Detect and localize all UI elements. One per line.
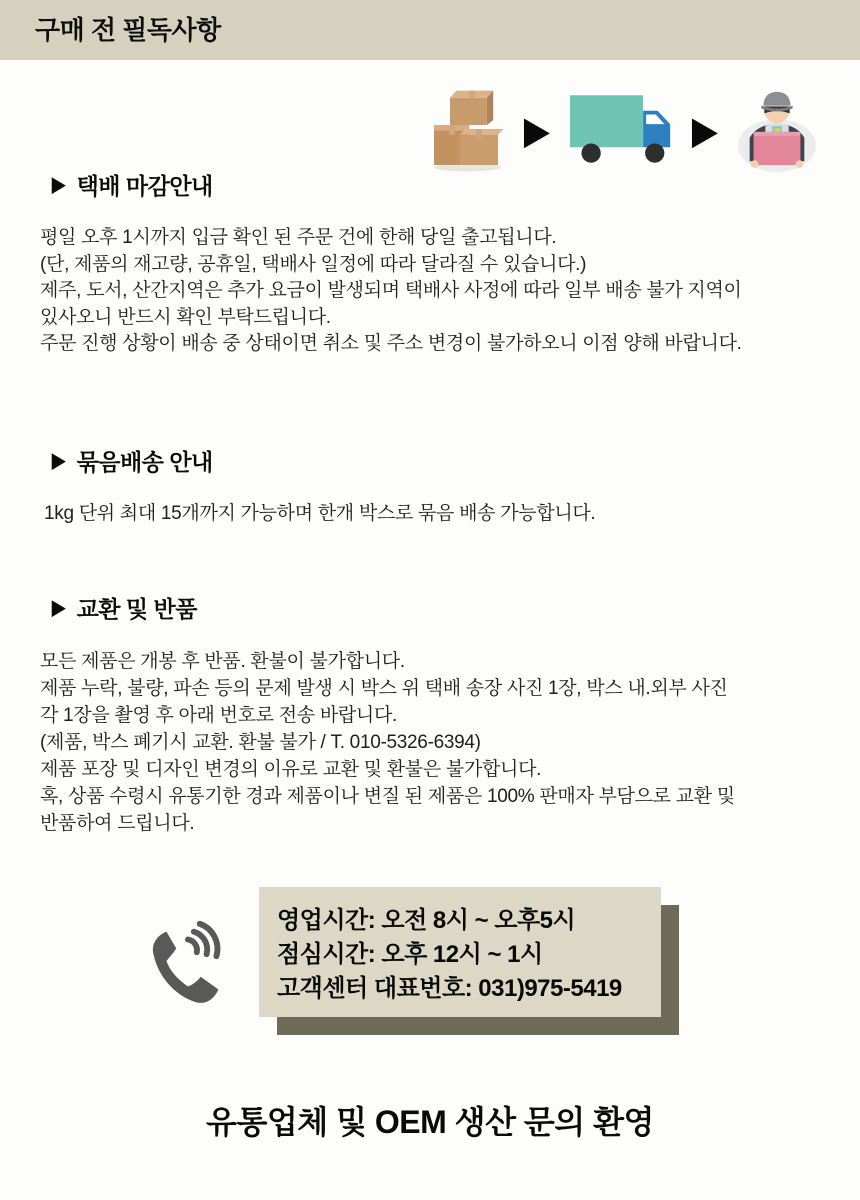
triangle-bullet-icon: ▶ — [52, 172, 65, 196]
arrow-right-icon: ▶ — [523, 109, 551, 153]
text-line: 있사오니 반드시 확인 부탁드립니다. — [40, 306, 331, 328]
text-line: (제품, 박스 폐기시 교환. 환불 불가 / T. 010-5326-6394) — [40, 732, 481, 753]
triangle-bullet-icon: ▶ — [52, 595, 65, 619]
section-heading-bundle — [52, 444, 860, 477]
text-line: 주문 진행 상황이 배송 중 상태이면 취소 및 주소 변경이 불가하오니 이점 양해 바랍니다. — [40, 333, 742, 355]
contact-info-box — [259, 887, 661, 1017]
section-title-text: 묶음배송 안내 — [76, 449, 213, 475]
footer-title: 유통업체 및 OEM 생산 문의 환영 — [206, 1104, 654, 1140]
section-body-bundle — [44, 501, 832, 528]
shipping-process-icons — [426, 86, 818, 176]
text-line: 1kg 단위 최대 15개까지 가능하며 한개 박스로 묶음 배송 가능합니다. — [44, 503, 596, 524]
section-title-text: 택배 마감안내 — [76, 173, 213, 199]
text-line: 혹, 상품 수령시 유통기한 경과 제품이나 변질 된 제품은 100% 판매자 부담으로 교환 및 — [40, 786, 735, 807]
lunch-hours: 점심시간: 오후 12시 ~ 1시 — [277, 941, 543, 968]
section-exchange-returns — [0, 591, 860, 837]
arrow-right-icon: ▶ — [691, 109, 719, 153]
customer-center-number: 고객센터 대표번호: 031)975-5419 — [277, 975, 622, 1002]
text-line: 각 1장을 촬영 후 아래 번호로 전송 바랍니다. — [40, 705, 398, 726]
text-line: 제주, 도서, 산간지역은 추가 요금이 발생되며 택배사 사정에 따라 일부 배송 불가 지역이 — [40, 280, 742, 302]
text-line: 제품 포장 및 디자인 변경의 이유로 교환 및 환불은 불가합니다. — [40, 759, 542, 780]
text-line: (단, 제품의 재고량, 공휴일, 택배사 일정에 따라 달라질 수 있습니다.) — [40, 253, 587, 275]
phone-icon — [138, 914, 236, 1014]
triangle-bullet-icon: ▶ — [52, 448, 65, 472]
section-heading-returns — [52, 591, 860, 624]
section-bundle-shipping — [0, 444, 860, 528]
parcel-boxes-icon — [426, 85, 506, 178]
delivery-truck-icon — [568, 91, 674, 172]
section-body-delivery — [40, 225, 832, 358]
text-line: 제품 누락, 불량, 파손 등의 문제 발생 시 박스 위 택배 송장 사진 1장, 박스 내.외부 사진 — [40, 678, 728, 699]
section-delivery-deadline — [0, 168, 860, 358]
business-hours: 영업시간: 오전 8시 ~ 오후5시 — [277, 907, 576, 934]
page-header — [0, 0, 860, 60]
text-line: 모든 제품은 개봉 후 반품. 환불이 불가합니다. — [40, 651, 405, 672]
delivery-person-icon — [736, 85, 818, 178]
text-line: 평일 오후 1시까지 입금 확인 된 주문 건에 한해 당일 출고됩니다. — [40, 227, 557, 248]
section-body-returns — [40, 648, 832, 837]
page-title: 구매 전 필독사항 — [35, 15, 221, 45]
section-heading-delivery — [52, 168, 860, 201]
text-line: 반품하여 드립니다. — [40, 813, 195, 834]
section-title-text: 교환 및 반품 — [76, 596, 197, 622]
